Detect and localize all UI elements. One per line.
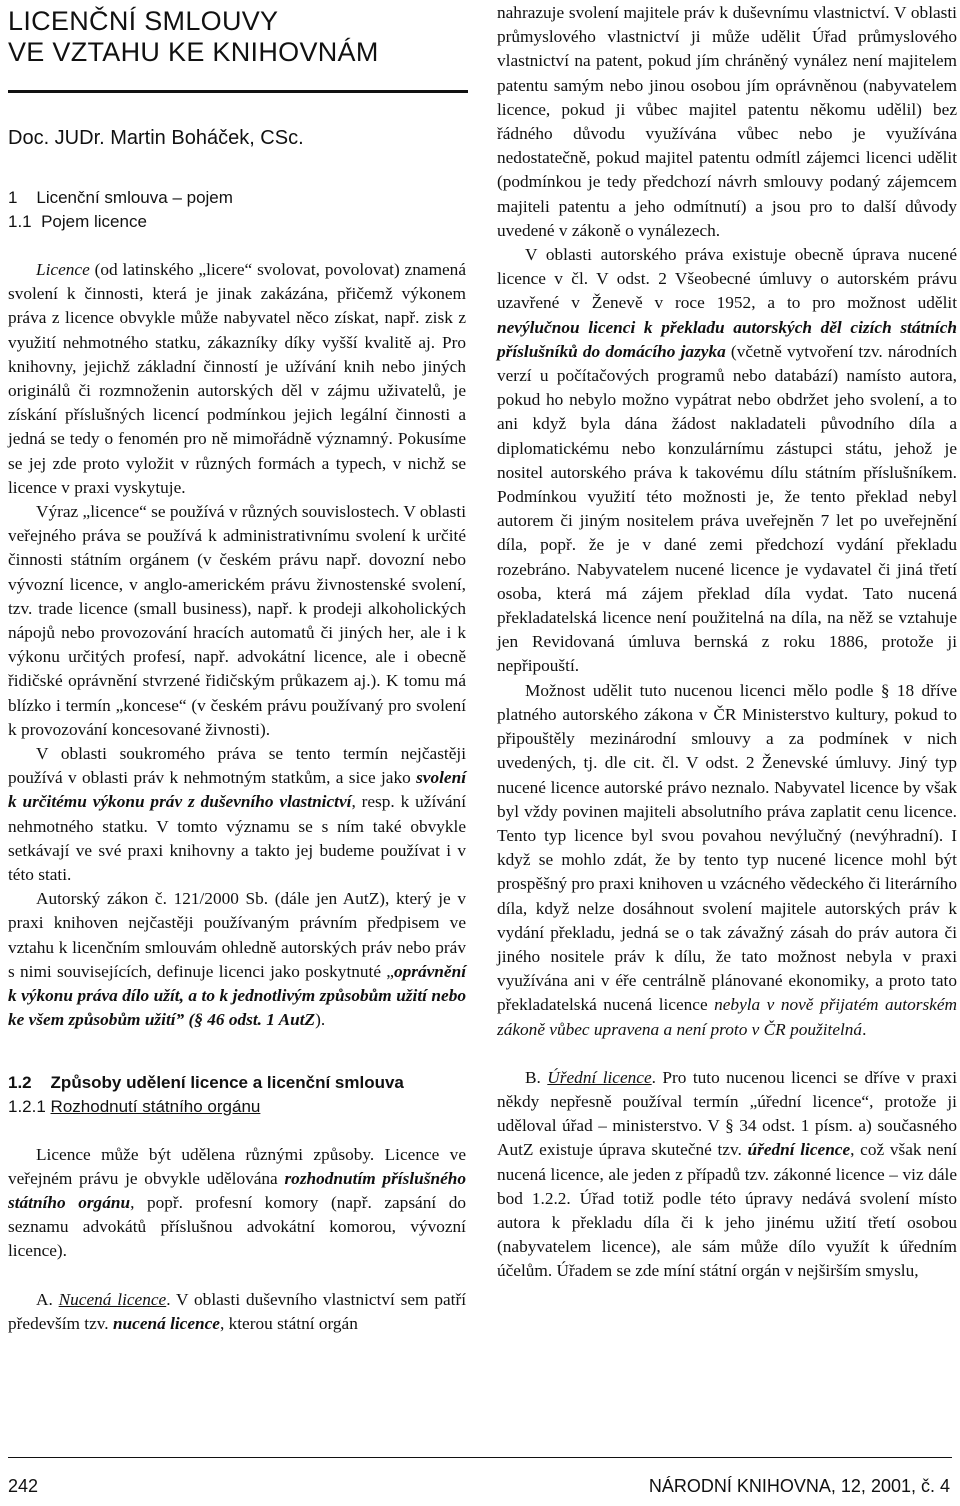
section-title: Licenční smlouva – pojem xyxy=(36,188,233,207)
paragraph-4-emphasis: oprávnění k výkonu práva dílo užít, a to k jednotlivým způsobům užití nebo ke všem způsobům užití” (§ 46 odst. 1 AutZ xyxy=(8,961,466,1030)
paragraph-4-text-a: Autorský zákon č. 121/2000 Sb. (dále jen AutZ), který je v praxi knihoven nejčastěji používaným právním předpisem ve vztahu k licenčním smlouvám ohledně autorských práv nebo práv s nimi souvisejících, definuje licenci jako poskytnuté „ xyxy=(8,889,466,981)
section-1-2-1-heading xyxy=(8,1095,466,1119)
paragraph-3-text-a: V oblasti soukromého práva se tento termín nejčastěji používá v oblasti práv k nehmotným statkům, a sice jako xyxy=(8,744,466,788)
term-uredni-licence: Úřední licence xyxy=(547,1067,652,1087)
section-1-heading xyxy=(8,186,466,210)
right-paragraph-4-text-e: , což však není nucená licence, ale jeden z případů tzv. zákonné licence – viz dále bod 1.2.2. Úřad totiž podle této úpravy nedává svolení místo autora k překladu díla či k jeho jinému užití třetí osobou (nabyvatelem licence), ale sám může dílo využít k úředním účelům. Úřadem se zde míní státní orgán v nejširším smyslu, xyxy=(497,1140,957,1281)
section-1-2-title: Způsoby udělení licence a licenční smlouva xyxy=(50,1072,404,1092)
paragraph-5-emphasis: rozhodnutím příslušného státního orgánu xyxy=(8,1168,466,1212)
author: Doc. JUDr. Martin Boháček, CSc. xyxy=(8,127,304,149)
section-1-2-1-title: Rozhodnutí státního orgánu xyxy=(50,1096,261,1116)
right-paragraph-4-text-c: . Pro tuto nucenou licenci se dříve v praxi někdy nepřesně používal termín „úřední licence“, protože ji uděloval úřad – ministerstvo. V § 34 odst. 1 písm. a) současného AutZ existuje úprava skutečné tzv. xyxy=(497,1067,957,1160)
paragraph-6-text-e: , kterou státní orgán xyxy=(219,1313,358,1333)
right-paragraph-3-text-a: Možnost udělit tuto nucenou licenci mělo podle § 18 dříve platného autorského zákona v ČR Ministerstvo kultury, pokud to připouštěly mezinárodní smlouvy a za podmínek v nich uvedených, tj. dle cit. čl. V odst. 2 Ženevské úmluvy. Jiný typ nucené licence autorské právo neznalo. Nabyvatel licence by však byl vždy povinen majiteli absolutního práva zaplatit cenu licence. Tento typ licence byl svou povahou nevýlučný (nevýhradní). I když se mohlo zdát, že by tento typ nucené licence mohl být prospěšný pro praxi knihoven u vzácného vědeckého či literárního díla, když nelze dosáhnout svolení majitele autorských práv k vydání překladu, jedná se o tak závažný zásah do práv autora či jiného nositele práv k dílu, že tato možnost nebyla v praxi využívána ani v éře centrálně plánované ekonomiky, a proto tato překladatelská nucená licence xyxy=(497,680,957,1015)
paragraph-4-text-c: ). xyxy=(315,1010,326,1030)
paragraph-4 xyxy=(8,887,466,1032)
right-paragraph-2 xyxy=(497,243,957,679)
footer-rule xyxy=(8,1457,952,1458)
left-column xyxy=(8,0,466,1336)
right-paragraph-2-text-a: V oblasti autorského práva existuje obecně úprava nucené licence v čl. V odst. 2 Všeobecné úmluvy o autorském právu uzavřené v Ženevě v roce 1952, a to pro možnost udělit xyxy=(497,245,957,313)
right-paragraph-3 xyxy=(497,679,957,1042)
paragraph-1-text: (od latinského „licere“ svolovat, povolovat) znamená svolení k činnosti, která je jinak zakázána, přičemž výkonem práva z licence obvykle může nabyvatel něco získat, např. zisk z využití nehmotného statku, zákazníky díky vyšší kvalitě aj. Pro knihovny, jejichž základní činností je užívání knih nebo jiných originálů či rozmnoženin autorských děl v zájmu uživatelů, je získání příslušných licencí podmínkou jejich legální činnosti a jedná se tedy o fenomén pro ně mimořádně významný. Pokusíme se jej zde proto vyložit v různých formách a typech, v nichž se licence v praxi vyskytuje. xyxy=(8,260,466,497)
right-paragraph-4-text-a: B. xyxy=(525,1067,548,1087)
right-column xyxy=(497,1,957,1284)
right-paragraph-2-text-c: (včetně vytvoření tzv. národních verzí u počítačových programů nebo databází) namísto autora, pokud ho nebylo možno vypátrat nebo obdržet jeho svolení, a to ani když byla dána žádost nakladateli původního díla a diplomatickému nebo konzulárnímu zástupci státu, jehož je nositel autorského práva k takovému dílu státním příslušníkem. Podmínkou využití této možnosti je, že tento překlad nebyl autorem či jiným nositelem práva uveřejněn 7 let po uveřejnění díla, popř. že je v dané zemi předchozí vydání překladu rozebráno. Nabyvatelem nucené licence je vydavatel či jiná třetí osoba, která má zájem překlad díla vydat. Tato nucená překladatelská licence není použitelná na díla, na něž se vztahuje jen Revidovaná úmluva bernská z roku 1886, protože ji nepřipouští. xyxy=(497,341,957,676)
paragraph-6 xyxy=(8,1288,466,1336)
right-paragraph-4 xyxy=(497,1066,957,1284)
paragraph-6-emphasis: nucená licence xyxy=(112,1313,220,1333)
paragraph-6-text-a: A. xyxy=(36,1289,59,1309)
section-1-2-1-number: 1.2.1 xyxy=(8,1096,46,1116)
paragraph-3-text-c: , resp. k užívání nehmotného statku. V tomto významu se s ním také obvykle setkávají ve své praxi knihovny a takto jej budeme používat i v této stati. xyxy=(8,792,466,885)
article-title xyxy=(8,6,466,68)
paragraph-3 xyxy=(8,742,466,887)
paragraph-6-text-c: . V oblasti duševního vlastnictví sem patří především tzv. xyxy=(8,1289,467,1333)
paragraph-5-text-a: Licence může být udělena různými způsoby. Licence ve veřejném právu je obvykle udělována xyxy=(8,1144,466,1188)
paragraph-5-text-c: , popř. profesní komory (např. zapsání do seznamu advokátů příslušnou advokátní komorou, vývozní licence). xyxy=(8,1192,466,1261)
title-rule xyxy=(8,90,468,93)
title-line-2: VE VZTAHU KE KNIHOVNÁM xyxy=(8,37,379,67)
title-line-1: LICENČNÍ SMLOUVY xyxy=(8,6,279,36)
paragraph-2: Výraz „licence“ se používá v různých souvislostech. V oblasti veřejného práva se používá k administrativnímu svolení k určité činnosti státním orgánem (v českém právu např. dovozní nebo vývozní licence, v anglo-americkém právu živnostenské svolení, tzv. trade licence (small business), např. k prodeji alkoholických nápojů nebo provozování hracích automatů či jiných her, ale i k výkonu určitých profesí, např. advokátní licence, ale i obecně řidičské oprávnění stvrzené řidičským průkazem aj.). K tomu má blízko i termín „koncese“ (v českém právu používaný pro svolení k provozování koncesované živnosti). xyxy=(8,502,466,739)
journal-footer: NÁRODNÍ KNIHOVNA, 12, 2001, č. 4 xyxy=(648,1476,950,1496)
section-1-1-heading xyxy=(8,210,466,234)
paragraph-5 xyxy=(8,1143,466,1264)
section-number: 1 xyxy=(8,188,18,207)
right-paragraph-4-emphasis: úřední licence xyxy=(747,1140,851,1160)
right-paragraph-2-emphasis: nevýlučnou licenci k překladu autorských děl cizích státních příslušníků do domácího jazyka xyxy=(497,317,957,361)
paragraph-1 xyxy=(8,258,466,500)
term-nucena-licence: Nucená licence xyxy=(58,1289,167,1309)
right-paragraph-1: nahrazuje svolení majitele práv k duševnímu vlastnictví. V oblasti průmyslového vlastnictví ji může udělit Úřad průmyslového vlastnictví na patent, pokud jím chráněný vynález není majitelem patentu samým nebo jinou osobou jím oprávněnou (nabyvatelem licence, pokud ji vůbec majitel patentu někomu udělil) bez řádného důvodu využívána vůbec nebo je využívána nedostatečně, pokud majitel patentu odmítl zájemci licenci udělit (podmínkou je tedy předchozí návrh smlouvy podaný zájemcem majiteli patentu a jeho odmítnutí) a jsou pro to další důvody uvedené v zákoně o vynálezech. xyxy=(497,3,957,240)
section-1-2-heading xyxy=(8,1071,466,1095)
right-paragraph-3-text-c: . xyxy=(862,1019,867,1039)
right-paragraph-3-emphasis: nebyla v nově přijatém autorském zákoně vůbec upravena a není proto v ČR použitelná xyxy=(497,995,957,1039)
term-licence: Licence xyxy=(36,260,90,279)
section-1-2-number: 1.2 xyxy=(8,1072,32,1092)
subsection-title: Pojem licence xyxy=(41,212,147,231)
paragraph-3-emphasis: svolení k určitému výkonu práv z duševního vlastnictví xyxy=(8,768,466,812)
page-number: 242 xyxy=(8,1476,39,1496)
subsection-number: 1.1 xyxy=(8,212,32,231)
